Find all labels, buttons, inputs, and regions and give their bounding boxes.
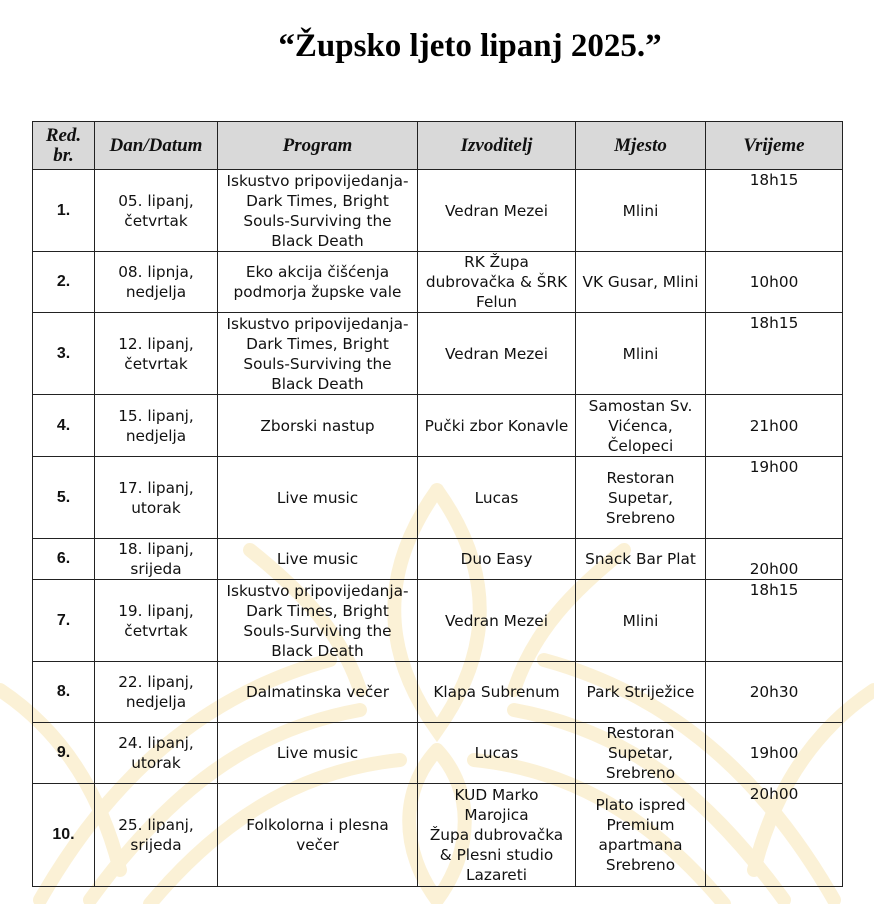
date-cell <box>95 252 218 313</box>
date-cell <box>95 395 218 457</box>
row-number: 6. <box>33 539 95 580</box>
cell-line: nedjelja <box>125 426 187 445</box>
cell-line: Live music <box>276 744 359 762</box>
cell-line: Eko akcija čišćenja <box>245 263 390 281</box>
cell-line: Čelopeci <box>607 436 674 455</box>
cell-line: 12. lipanj, <box>118 334 194 353</box>
cell-line: Lazareti <box>466 866 527 884</box>
table-row <box>33 784 843 887</box>
row-number: 3. <box>33 313 95 395</box>
time-cell: 20h00 <box>706 784 843 887</box>
cell-line: večer <box>296 836 339 854</box>
table-row <box>33 539 843 580</box>
place-cell <box>576 313 706 395</box>
events-table <box>32 121 843 887</box>
performer-cell <box>418 395 576 457</box>
time-cell: 19h00 <box>706 723 843 784</box>
cell-line: Župa dubrovačka <box>429 826 564 844</box>
place-cell <box>576 539 706 580</box>
cell-line: apartmana <box>598 836 683 854</box>
cell-line: Park Striježice <box>586 683 695 701</box>
cell-line: Samostan Sv. <box>588 396 693 415</box>
cell-line: Dark Times, Bright <box>246 334 389 353</box>
cell-line: Souls-Surviving the <box>243 211 392 230</box>
program-cell <box>218 457 418 539</box>
place-cell <box>576 784 706 887</box>
program-cell <box>218 784 418 887</box>
cell-line: 22. lipanj, <box>118 673 194 691</box>
cell-line: Zborski nastup <box>260 416 375 435</box>
cell-line: Iskustvo pripovijedanja- <box>226 171 409 190</box>
date-cell <box>95 580 218 662</box>
cell-line: Live music <box>276 550 359 568</box>
cell-line: Mlini <box>622 611 659 630</box>
date-cell <box>95 170 218 252</box>
cell-line: Vedran Mezei <box>445 611 548 630</box>
program-cell <box>218 313 418 395</box>
program-cell <box>218 662 418 723</box>
cell-line: Pučki zbor Konavle <box>424 416 569 435</box>
cell-line: Mlini <box>622 344 659 363</box>
place-cell <box>576 457 706 539</box>
table-header-row <box>33 122 843 170</box>
performer-cell <box>418 723 576 784</box>
cell-line: Souls-Surviving the <box>243 621 392 640</box>
place-cell <box>576 170 706 252</box>
time-cell: 18h15 <box>706 170 843 252</box>
row-number: 5. <box>33 457 95 539</box>
cell-line: Iskustvo pripovijedanja- <box>226 314 409 333</box>
cell-line: Black Death <box>271 231 364 250</box>
table-row <box>33 252 843 313</box>
cell-line: Klapa Subrenum <box>433 683 560 701</box>
header-mjesto: Mjesto <box>576 122 706 170</box>
cell-line: Supetar, <box>607 488 674 507</box>
performer-cell <box>418 313 576 395</box>
row-number: 8. <box>33 662 95 723</box>
header-vrijeme: Vrijeme <box>706 122 843 170</box>
cell-line: Dalmatinska večer <box>246 683 389 701</box>
row-number: 7. <box>33 580 95 662</box>
cell-line: Srebreno <box>605 856 676 874</box>
time-cell: 18h15 <box>706 580 843 662</box>
program-cell <box>218 252 418 313</box>
cell-line: 17. lipanj, <box>118 478 194 497</box>
performer-cell <box>418 539 576 580</box>
table-row <box>33 662 843 723</box>
table-row <box>33 723 843 784</box>
table-row <box>33 395 843 457</box>
cell-line: četvrtak <box>124 354 188 373</box>
time-cell: 21h00 <box>706 395 843 457</box>
place-cell <box>576 723 706 784</box>
cell-line: srijeda <box>130 560 182 578</box>
cell-line: podmorja župske vale <box>233 283 402 301</box>
cell-line: Lucas <box>474 744 519 762</box>
row-number: 1. <box>33 170 95 252</box>
cell-line: Srebreno <box>605 764 676 782</box>
table-row <box>33 580 843 662</box>
program-cell <box>218 580 418 662</box>
cell-line: Black Death <box>271 641 364 660</box>
cell-line: Restoran <box>606 724 675 742</box>
cell-line: dubrovačka & ŠRK <box>425 273 568 291</box>
performer-cell <box>418 580 576 662</box>
date-cell <box>95 313 218 395</box>
date-cell <box>95 539 218 580</box>
cell-line: Felun <box>475 293 517 311</box>
program-cell <box>218 395 418 457</box>
time-cell: 19h00 <box>706 457 843 539</box>
program-cell <box>218 170 418 252</box>
cell-line: Dark Times, Bright <box>246 191 389 210</box>
performer-cell <box>418 784 576 887</box>
program-cell <box>218 539 418 580</box>
cell-line: Folkolorna i plesna <box>246 816 389 834</box>
cell-line: srijeda <box>130 836 182 854</box>
cell-line: Vedran Mezei <box>445 201 548 220</box>
cell-line: Duo Easy <box>460 550 533 568</box>
cell-line: Mlini <box>622 201 659 220</box>
cell-line: 24. lipanj, <box>118 734 194 752</box>
time-cell: 18h15 <box>706 313 843 395</box>
row-number: 4. <box>33 395 95 457</box>
cell-line: Srebreno <box>605 508 676 527</box>
cell-line: nedjelja <box>125 283 187 301</box>
date-cell <box>95 457 218 539</box>
cell-line: utorak <box>131 498 181 517</box>
row-number: 9. <box>33 723 95 784</box>
cell-line: & Plesni studio <box>439 846 554 864</box>
cell-line: Black Death <box>271 374 364 393</box>
performer-cell <box>418 170 576 252</box>
cell-line: Snack Bar Plat <box>585 550 696 568</box>
cell-line: 18. lipanj, <box>118 540 194 558</box>
place-cell <box>576 252 706 313</box>
cell-line: Souls-Surviving the <box>243 354 392 373</box>
cell-line: RK Župa <box>464 253 529 271</box>
date-cell <box>95 723 218 784</box>
cell-line: Restoran <box>606 468 675 487</box>
time-cell: 20h30 <box>706 662 843 723</box>
row-number: 10. <box>33 784 95 887</box>
date-cell <box>95 662 218 723</box>
cell-line: Iskustvo pripovijedanja- <box>226 581 409 600</box>
time-cell: 20h00 <box>706 539 843 580</box>
document-title: “Župsko ljeto lipanj 2025.” <box>278 28 662 64</box>
cell-line: KUD Marko <box>454 786 539 804</box>
place-cell <box>576 580 706 662</box>
cell-line: utorak <box>131 754 181 772</box>
cell-line: 15. lipanj, <box>118 406 194 425</box>
table-row <box>33 457 843 539</box>
cell-line: Vićenca, <box>608 416 673 435</box>
place-cell <box>576 395 706 457</box>
cell-line: Live music <box>276 488 359 507</box>
date-cell <box>95 784 218 887</box>
cell-line: Lucas <box>474 488 519 507</box>
header-dan-datum: Dan/Datum <box>95 122 218 170</box>
cell-line: četvrtak <box>124 211 188 230</box>
cell-line: Plato ispred <box>595 796 686 814</box>
performer-cell <box>418 662 576 723</box>
header-red-br: Red. br. <box>33 122 95 170</box>
cell-line: nedjelja <box>125 693 187 711</box>
cell-line: četvrtak <box>124 621 188 640</box>
cell-line: Vedran Mezei <box>445 344 548 363</box>
cell-line: 08. lipnja, <box>118 263 194 281</box>
cell-line: VK Gusar, Mlini <box>582 273 699 291</box>
table-row <box>33 313 843 395</box>
place-cell <box>576 662 706 723</box>
performer-cell <box>418 457 576 539</box>
time-cell: 10h00 <box>706 252 843 313</box>
cell-line: Dark Times, Bright <box>246 601 389 620</box>
cell-line: 05. lipanj, <box>118 191 194 210</box>
table-row <box>33 170 843 252</box>
cell-line: 19. lipanj, <box>118 601 194 620</box>
performer-cell <box>418 252 576 313</box>
cell-line: Supetar, <box>607 744 674 762</box>
row-number: 2. <box>33 252 95 313</box>
cell-line: Marojica <box>464 806 529 824</box>
header-program: Program <box>218 122 418 170</box>
cell-line: 25. lipanj, <box>118 816 194 834</box>
header-izvoditelj: Izvoditelj <box>418 122 576 170</box>
program-cell <box>218 723 418 784</box>
cell-line: Premium <box>606 816 675 834</box>
